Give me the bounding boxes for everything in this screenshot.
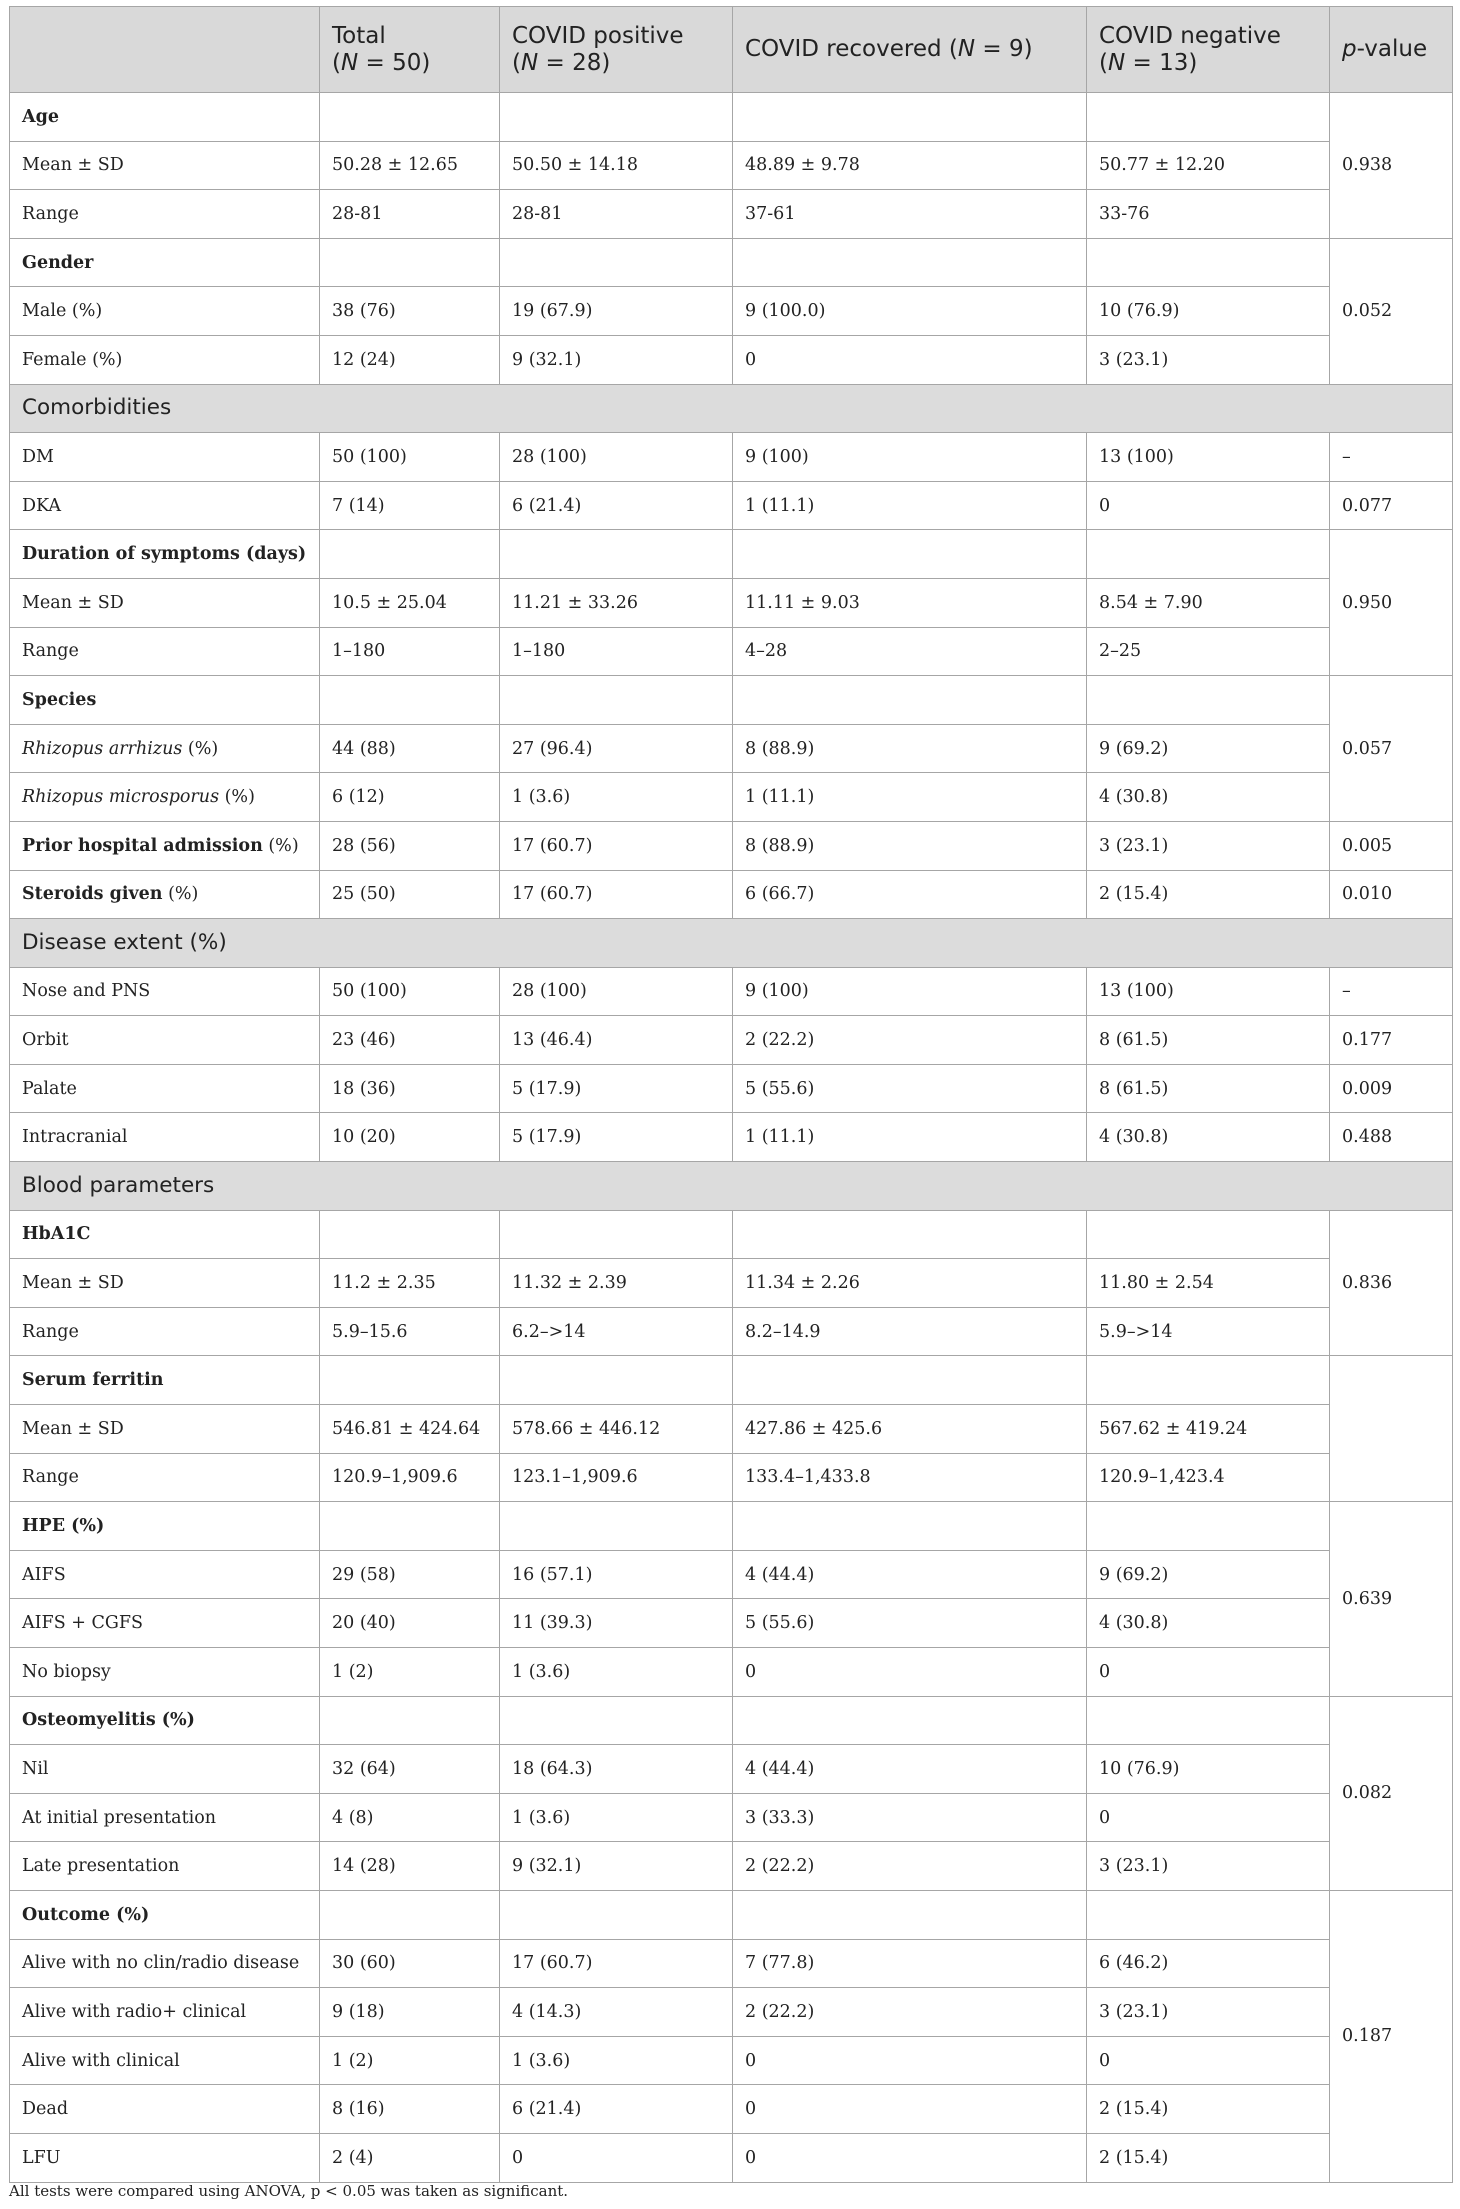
row-label: Nil <box>10 1745 320 1794</box>
table-row <box>10 1453 1453 1502</box>
section-title: Disease extent (%) <box>10 919 1453 968</box>
table-row-osteomyelitis-label <box>10 1696 1453 1745</box>
table-row <box>10 1307 1453 1356</box>
p-value-cell: 0.836 <box>1330 1210 1453 1356</box>
row-label: Range <box>10 190 320 239</box>
row-label: Osteomyelitis (%) <box>10 1696 320 1745</box>
row-label: Outcome (%) <box>10 1890 320 1939</box>
table-row <box>10 1550 1453 1599</box>
row-label: Orbit <box>10 1016 320 1065</box>
table-cell: 5 (55.6) <box>733 1064 1087 1113</box>
table-cell <box>320 1210 500 1259</box>
table-row <box>10 870 1453 919</box>
table-row <box>10 773 1453 822</box>
table-cell: 6 (21.4) <box>500 481 733 530</box>
table-cell: 6.2–>14 <box>500 1307 733 1356</box>
table-cell: 7 (14) <box>320 481 500 530</box>
table-cell: 3 (33.3) <box>733 1793 1087 1842</box>
table-row <box>10 1793 1453 1842</box>
table-row <box>10 1842 1453 1891</box>
table-cell: 11 (39.3) <box>500 1599 733 1648</box>
table-cell <box>500 1890 733 1939</box>
table-cell: 28 (100) <box>500 433 733 482</box>
table-cell <box>733 238 1087 287</box>
table-row <box>10 1599 1453 1648</box>
table-cell: 2 (15.4) <box>1087 2085 1330 2134</box>
row-label: Palate <box>10 1064 320 1113</box>
table-cell <box>733 1696 1087 1745</box>
table-cell: 2–25 <box>1087 627 1330 676</box>
table-cell: 2 (4) <box>320 2133 500 2182</box>
p-value-cell: 0.938 <box>1330 93 1453 239</box>
table-cell: 20 (40) <box>320 1599 500 1648</box>
table-row <box>10 1113 1453 1162</box>
table-cell <box>733 93 1087 142</box>
row-label: Male (%) <box>10 287 320 336</box>
header-covid-negative: COVID negative (N = 13) <box>1087 7 1330 93</box>
table-cell: 8.54 ± 7.90 <box>1087 578 1330 627</box>
table-cell: 11.32 ± 2.39 <box>500 1259 733 1308</box>
table-row <box>10 1648 1453 1697</box>
table-cell: 8 (16) <box>320 2085 500 2134</box>
table-cell <box>1087 93 1330 142</box>
table-row-age-label <box>10 93 1453 142</box>
section-row-comorbidities <box>10 384 1453 433</box>
table-cell <box>1087 530 1330 579</box>
table-row-hpe-label <box>10 1502 1453 1551</box>
table-cell: 28 (100) <box>500 967 733 1016</box>
table-row-species-label <box>10 676 1453 725</box>
table-cell: 6 (66.7) <box>733 870 1087 919</box>
table-cell <box>500 1696 733 1745</box>
table-cell <box>500 1502 733 1551</box>
row-label: Rhizopus microsporus (%) <box>10 773 320 822</box>
table-cell: 25 (50) <box>320 870 500 919</box>
table-cell <box>320 238 500 287</box>
section-row-disease-extent <box>10 919 1453 968</box>
table-cell: 28 (56) <box>320 821 500 870</box>
header-row <box>10 7 1453 93</box>
table-row <box>10 724 1453 773</box>
table-cell: 0 <box>1087 1648 1330 1697</box>
table-cell: 0 <box>733 1648 1087 1697</box>
table-cell: 1 (2) <box>320 1648 500 1697</box>
table-row <box>10 2036 1453 2085</box>
table-cell <box>500 1210 733 1259</box>
table-cell <box>1087 1890 1330 1939</box>
table-cell: 0 <box>1087 481 1330 530</box>
table-cell: 28-81 <box>320 190 500 239</box>
table-cell: 546.81 ± 424.64 <box>320 1405 500 1454</box>
table-cell: 4 (44.4) <box>733 1550 1087 1599</box>
table-cell: 2 (15.4) <box>1087 2133 1330 2182</box>
table-cell <box>1087 676 1330 725</box>
p-value-cell: 0.187 <box>1330 1890 1453 2182</box>
table-cell: 17 (60.7) <box>500 821 733 870</box>
table-row <box>10 967 1453 1016</box>
table-cell <box>1087 1696 1330 1745</box>
p-value-cell: 0.052 <box>1330 238 1453 384</box>
row-label: HbA1C <box>10 1210 320 1259</box>
table-cell: 4–28 <box>733 627 1087 676</box>
table-cell: 28-81 <box>500 190 733 239</box>
row-label: Nose and PNS <box>10 967 320 1016</box>
table-cell: 1 (11.1) <box>733 773 1087 822</box>
table-cell: 50.50 ± 14.18 <box>500 141 733 190</box>
table-row <box>10 1016 1453 1065</box>
row-label: Mean ± SD <box>10 1405 320 1454</box>
table-cell: 11.21 ± 33.26 <box>500 578 733 627</box>
table-cell: 133.4–1,433.8 <box>733 1453 1087 1502</box>
row-label: Intracranial <box>10 1113 320 1162</box>
table-cell: 33-76 <box>1087 190 1330 239</box>
table-cell: 9 (100.0) <box>733 287 1087 336</box>
table-cell: 2 (15.4) <box>1087 870 1330 919</box>
p-value-cell: 0.488 <box>1330 1113 1453 1162</box>
table-cell: 578.66 ± 446.12 <box>500 1405 733 1454</box>
p-value-cell: 0.077 <box>1330 481 1453 530</box>
table-cell: 11.2 ± 2.35 <box>320 1259 500 1308</box>
table-row <box>10 1939 1453 1988</box>
p-value-cell: 0.639 <box>1330 1502 1453 1696</box>
table-cell: 17 (60.7) <box>500 1939 733 1988</box>
table-cell: 123.1–1,909.6 <box>500 1453 733 1502</box>
table-row <box>10 821 1453 870</box>
table-cell: 10 (76.9) <box>1087 1745 1330 1794</box>
table-row <box>10 1745 1453 1794</box>
table-cell: 11.34 ± 2.26 <box>733 1259 1087 1308</box>
table-row-duration-label <box>10 530 1453 579</box>
table-row-gender-label <box>10 238 1453 287</box>
table-cell: 50 (100) <box>320 967 500 1016</box>
table-cell: 5.9–15.6 <box>320 1307 500 1356</box>
table-cell: 16 (57.1) <box>500 1550 733 1599</box>
table-cell: 13 (100) <box>1087 967 1330 1016</box>
row-label: Mean ± SD <box>10 1259 320 1308</box>
row-label: Alive with radio+ clinical <box>10 1988 320 2037</box>
table-cell: 10 (76.9) <box>1087 287 1330 336</box>
table-cell: 1 (3.6) <box>500 2036 733 2085</box>
table-cell <box>1087 1502 1330 1551</box>
row-label: Mean ± SD <box>10 141 320 190</box>
table-cell: 2 (22.2) <box>733 1988 1087 2037</box>
row-label: Duration of symptoms (days) <box>10 530 320 579</box>
table-cell: 1 (3.6) <box>500 1793 733 1842</box>
p-value-cell: 0.082 <box>1330 1696 1453 1890</box>
table-row <box>10 2085 1453 2134</box>
table-cell: 12 (24) <box>320 335 500 384</box>
row-label: Range <box>10 627 320 676</box>
table-cell: 50 (100) <box>320 433 500 482</box>
table-row-ferritin-label <box>10 1356 1453 1405</box>
table-cell: 6 (21.4) <box>500 2085 733 2134</box>
table-cell <box>500 676 733 725</box>
table-cell: 48.89 ± 9.78 <box>733 141 1087 190</box>
table-row <box>10 335 1453 384</box>
row-label: DM <box>10 433 320 482</box>
table-row <box>10 578 1453 627</box>
table-cell: 8 (88.9) <box>733 821 1087 870</box>
table-cell: 120.9–1,423.4 <box>1087 1453 1330 1502</box>
table-cell <box>320 1890 500 1939</box>
table-cell: 5 (55.6) <box>733 1599 1087 1648</box>
table-cell: 9 (32.1) <box>500 335 733 384</box>
table-cell <box>320 676 500 725</box>
table-cell: 4 (30.8) <box>1087 1113 1330 1162</box>
table-cell: 1 (2) <box>320 2036 500 2085</box>
table-row <box>10 1988 1453 2037</box>
table-cell <box>320 1502 500 1551</box>
table-cell: 8 (88.9) <box>733 724 1087 773</box>
table-cell: 3 (23.1) <box>1087 821 1330 870</box>
row-label: Rhizopus arrhizus (%) <box>10 724 320 773</box>
table-cell: 14 (28) <box>320 1842 500 1891</box>
table-cell: 1–180 <box>320 627 500 676</box>
table-cell: 18 (64.3) <box>500 1745 733 1794</box>
row-label: Mean ± SD <box>10 578 320 627</box>
table-cell: 3 (23.1) <box>1087 335 1330 384</box>
row-label: Late presentation <box>10 1842 320 1891</box>
table-row <box>10 190 1453 239</box>
table-row <box>10 433 1453 482</box>
row-label: Alive with clinical <box>10 2036 320 2085</box>
table-cell: 6 (46.2) <box>1087 1939 1330 1988</box>
table-cell: 5 (17.9) <box>500 1113 733 1162</box>
table-cell <box>733 676 1087 725</box>
table-cell: 2 (22.2) <box>733 1842 1087 1891</box>
table-cell: 2 (22.2) <box>733 1016 1087 1065</box>
table-cell: 0 <box>500 2133 733 2182</box>
table-cell: 32 (64) <box>320 1745 500 1794</box>
header-blank <box>10 7 320 93</box>
table-footnote: All tests were compared using ANOVA, p < 0.05 was taken as significant. <box>9 2182 569 2200</box>
table-cell: 50.28 ± 12.65 <box>320 141 500 190</box>
table-cell: 4 (44.4) <box>733 1745 1087 1794</box>
table-cell <box>733 1356 1087 1405</box>
table-cell: 50.77 ± 12.20 <box>1087 141 1330 190</box>
header-p-value: p-value <box>1330 7 1453 93</box>
table-cell: 9 (100) <box>733 967 1087 1016</box>
table-cell: 9 (32.1) <box>500 1842 733 1891</box>
row-label: Range <box>10 1453 320 1502</box>
table-cell <box>500 1356 733 1405</box>
table-cell <box>733 530 1087 579</box>
table-cell: 8 (61.5) <box>1087 1064 1330 1113</box>
p-value-cell <box>1330 1356 1453 1502</box>
header-covid-positive: COVID positive (N = 28) <box>500 7 733 93</box>
data-table <box>9 6 1453 2183</box>
table-row <box>10 2133 1453 2182</box>
row-label: AIFS + CGFS <box>10 1599 320 1648</box>
row-label: Female (%) <box>10 335 320 384</box>
row-label: AIFS <box>10 1550 320 1599</box>
p-value-cell: – <box>1330 433 1453 482</box>
table-cell <box>320 93 500 142</box>
section-title: Comorbidities <box>10 384 1453 433</box>
table-cell: 1 (3.6) <box>500 1648 733 1697</box>
p-value-cell: 0.009 <box>1330 1064 1453 1113</box>
header-total: Total (N = 50) <box>320 7 500 93</box>
table-cell: 0 <box>733 2036 1087 2085</box>
table-cell: 3 (23.1) <box>1087 1842 1330 1891</box>
table-cell <box>320 530 500 579</box>
table-row <box>10 627 1453 676</box>
table-row-hba1c-label <box>10 1210 1453 1259</box>
table-cell: 23 (46) <box>320 1016 500 1065</box>
table-cell: 0 <box>1087 2036 1330 2085</box>
row-label: Alive with no clin/radio disease <box>10 1939 320 1988</box>
table-cell: 19 (67.9) <box>500 287 733 336</box>
table-row-outcome-label <box>10 1890 1453 1939</box>
row-label: HPE (%) <box>10 1502 320 1551</box>
p-value-cell: 0.057 <box>1330 676 1453 822</box>
row-label: At initial presentation <box>10 1793 320 1842</box>
table-row <box>10 1259 1453 1308</box>
table-cell <box>733 1210 1087 1259</box>
table-row <box>10 481 1453 530</box>
row-label: Gender <box>10 238 320 287</box>
table-cell: 4 (8) <box>320 1793 500 1842</box>
table-cell: 427.86 ± 425.6 <box>733 1405 1087 1454</box>
table-cell <box>500 93 733 142</box>
row-label: DKA <box>10 481 320 530</box>
table-cell: 9 (18) <box>320 1988 500 2037</box>
row-label: Age <box>10 93 320 142</box>
p-value-cell: 0.010 <box>1330 870 1453 919</box>
row-label: Serum ferritin <box>10 1356 320 1405</box>
table-cell <box>1087 1356 1330 1405</box>
table-cell: 10 (20) <box>320 1113 500 1162</box>
table-cell: 0 <box>733 335 1087 384</box>
table-cell: 5.9–>14 <box>1087 1307 1330 1356</box>
p-value-cell: – <box>1330 967 1453 1016</box>
table-cell: 9 (100) <box>733 433 1087 482</box>
table-cell <box>500 238 733 287</box>
table-cell: 13 (100) <box>1087 433 1330 482</box>
row-label: LFU <box>10 2133 320 2182</box>
table-cell <box>320 1356 500 1405</box>
table-cell: 0 <box>733 2085 1087 2134</box>
table-cell: 4 (14.3) <box>500 1988 733 2037</box>
table-cell: 3 (23.1) <box>1087 1988 1330 2037</box>
table-cell: 29 (58) <box>320 1550 500 1599</box>
table-cell: 8.2–14.9 <box>733 1307 1087 1356</box>
row-label: No biopsy <box>10 1648 320 1697</box>
table-row <box>10 1405 1453 1454</box>
table-cell <box>733 1502 1087 1551</box>
table-cell: 120.9–1,909.6 <box>320 1453 500 1502</box>
table-cell: 1 (11.1) <box>733 481 1087 530</box>
table-cell: 37-61 <box>733 190 1087 239</box>
p-value-cell: 0.005 <box>1330 821 1453 870</box>
row-label: Prior hospital admission (%) <box>10 821 320 870</box>
table-row <box>10 141 1453 190</box>
table-cell: 6 (12) <box>320 773 500 822</box>
table-cell <box>1087 238 1330 287</box>
table-cell: 5 (17.9) <box>500 1064 733 1113</box>
row-label: Dead <box>10 2085 320 2134</box>
row-label: Species <box>10 676 320 725</box>
table-cell: 1 (3.6) <box>500 773 733 822</box>
table-cell <box>733 1890 1087 1939</box>
table-cell: 27 (96.4) <box>500 724 733 773</box>
table-cell: 0 <box>1087 1793 1330 1842</box>
table-cell: 4 (30.8) <box>1087 1599 1330 1648</box>
table-cell: 8 (61.5) <box>1087 1016 1330 1065</box>
table-cell: 567.62 ± 419.24 <box>1087 1405 1330 1454</box>
section-row-blood-parameters <box>10 1162 1453 1211</box>
table-cell <box>320 1696 500 1745</box>
table-cell: 44 (88) <box>320 724 500 773</box>
header-covid-recovered: COVID recovered (N = 9) <box>733 7 1087 93</box>
table-cell: 1–180 <box>500 627 733 676</box>
table-cell: 11.80 ± 2.54 <box>1087 1259 1330 1308</box>
p-value-cell: 0.177 <box>1330 1016 1453 1065</box>
row-label: Range <box>10 1307 320 1356</box>
table-cell: 4 (30.8) <box>1087 773 1330 822</box>
table-cell: 10.5 ± 25.04 <box>320 578 500 627</box>
section-title: Blood parameters <box>10 1162 1453 1211</box>
table-cell: 9 (69.2) <box>1087 1550 1330 1599</box>
row-label: Steroids given (%) <box>10 870 320 919</box>
table-cell: 17 (60.7) <box>500 870 733 919</box>
table-row <box>10 1064 1453 1113</box>
table-cell: 18 (36) <box>320 1064 500 1113</box>
table-cell <box>1087 1210 1330 1259</box>
table-cell: 13 (46.4) <box>500 1016 733 1065</box>
table-cell: 11.11 ± 9.03 <box>733 578 1087 627</box>
table-cell: 38 (76) <box>320 287 500 336</box>
table-cell: 30 (60) <box>320 1939 500 1988</box>
table-cell: 1 (11.1) <box>733 1113 1087 1162</box>
table-cell: 7 (77.8) <box>733 1939 1087 1988</box>
table-cell: 9 (69.2) <box>1087 724 1330 773</box>
table-cell <box>500 530 733 579</box>
table-cell: 0 <box>733 2133 1087 2182</box>
table-row <box>10 287 1453 336</box>
p-value-cell: 0.950 <box>1330 530 1453 676</box>
